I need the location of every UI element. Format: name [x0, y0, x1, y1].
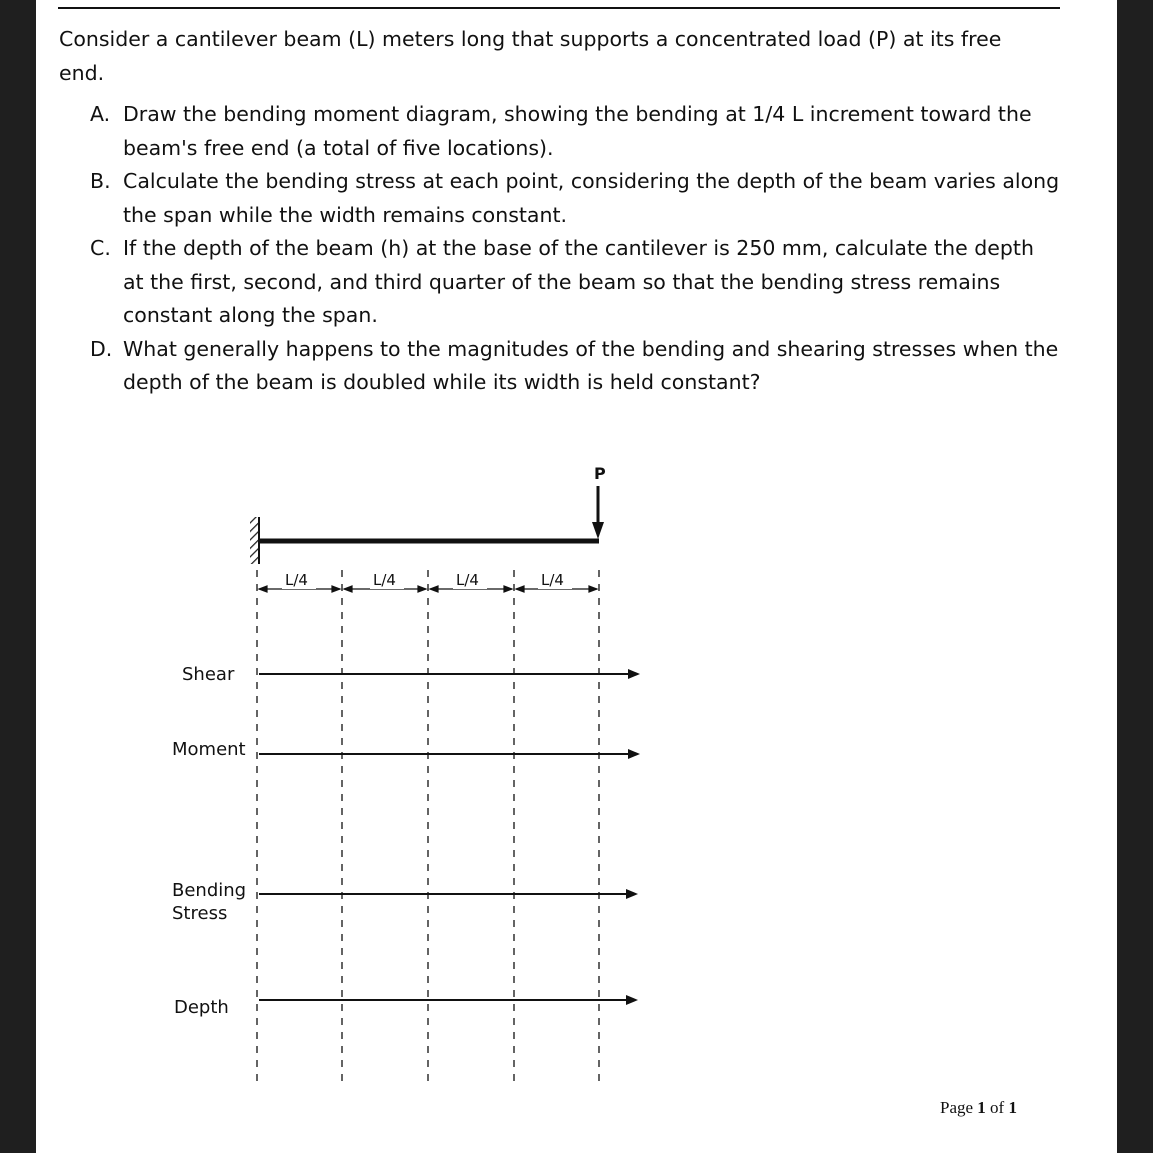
- load-arrow-head: [592, 522, 604, 539]
- shear-label: Shear: [182, 664, 235, 685]
- question-letter: D.: [90, 336, 113, 361]
- dim-arrowhead: [516, 586, 524, 592]
- page-number: 1: [977, 1098, 986, 1117]
- dim-arrowhead: [430, 586, 438, 592]
- beam-diagram: [0, 440, 700, 1100]
- question-letter: C.: [90, 236, 111, 260]
- page-footer: [940, 1098, 1017, 1118]
- segment-label-3: L/4: [456, 571, 479, 589]
- question-text: If the depth of the beam (h) at the base of the cantilever is 250 mm, calculate the depth at the first, second, and third quarter of the beam so that the bending stress remains constant along the span.: [123, 236, 1034, 327]
- moment-axis-arrowhead: [628, 749, 640, 759]
- question-letter: B.: [90, 169, 111, 193]
- segment-label-4: L/4: [541, 571, 564, 589]
- axis-arrowheads: [626, 669, 640, 1005]
- dim-arrowhead: [589, 586, 597, 592]
- page-word: Page: [940, 1098, 974, 1117]
- shear-axis-arrowhead: [628, 669, 640, 679]
- quarter-gridlines: [257, 570, 599, 1088]
- page-total: 1: [1008, 1098, 1017, 1117]
- question-b: [0, 165, 1060, 232]
- load-label: P: [594, 464, 606, 483]
- question-d: [0, 333, 1060, 400]
- question-text: Draw the bending moment diagram, showing the bending at 1/4 L increment toward the beam's free end (a total of five locations).: [123, 102, 1032, 160]
- bending-label: Bending: [172, 880, 247, 901]
- of-word: of: [990, 1098, 1005, 1117]
- bending-axis-arrowhead: [626, 889, 638, 899]
- segment-label-2: L/4: [373, 571, 396, 589]
- stress-label: Stress: [172, 903, 228, 924]
- dim-arrowhead: [504, 586, 512, 592]
- fixed-support-hatch: [250, 517, 259, 564]
- top-rule: [58, 7, 1060, 9]
- dim-arrowhead: [418, 586, 426, 592]
- question-text: What generally happens to the magnitudes of the bending and shearing stresses when the depth of the beam is doubled while its width is held constant?: [123, 336, 1059, 394]
- question-text: Calculate the bending stress at each point, considering the depth of the beam varies along the span while the width remains constant.: [123, 169, 1060, 227]
- question-c: [0, 232, 1060, 333]
- moment-label: Moment: [172, 739, 246, 760]
- depth-label: Depth: [174, 997, 229, 1018]
- problem-intro: Consider a cantilever beam (L) meters long that supports a concentrated load (P) at its free end.: [59, 27, 1002, 85]
- depth-axis-arrowhead: [626, 995, 638, 1005]
- question-list: [0, 98, 1060, 400]
- dim-arrowhead: [259, 586, 267, 592]
- question-a: [0, 98, 1060, 165]
- dim-arrowhead: [344, 586, 352, 592]
- diagram-axes: [259, 674, 630, 1000]
- dim-arrowhead: [332, 586, 340, 592]
- segment-label-1: L/4: [285, 571, 308, 589]
- question-letter: A.: [90, 102, 111, 126]
